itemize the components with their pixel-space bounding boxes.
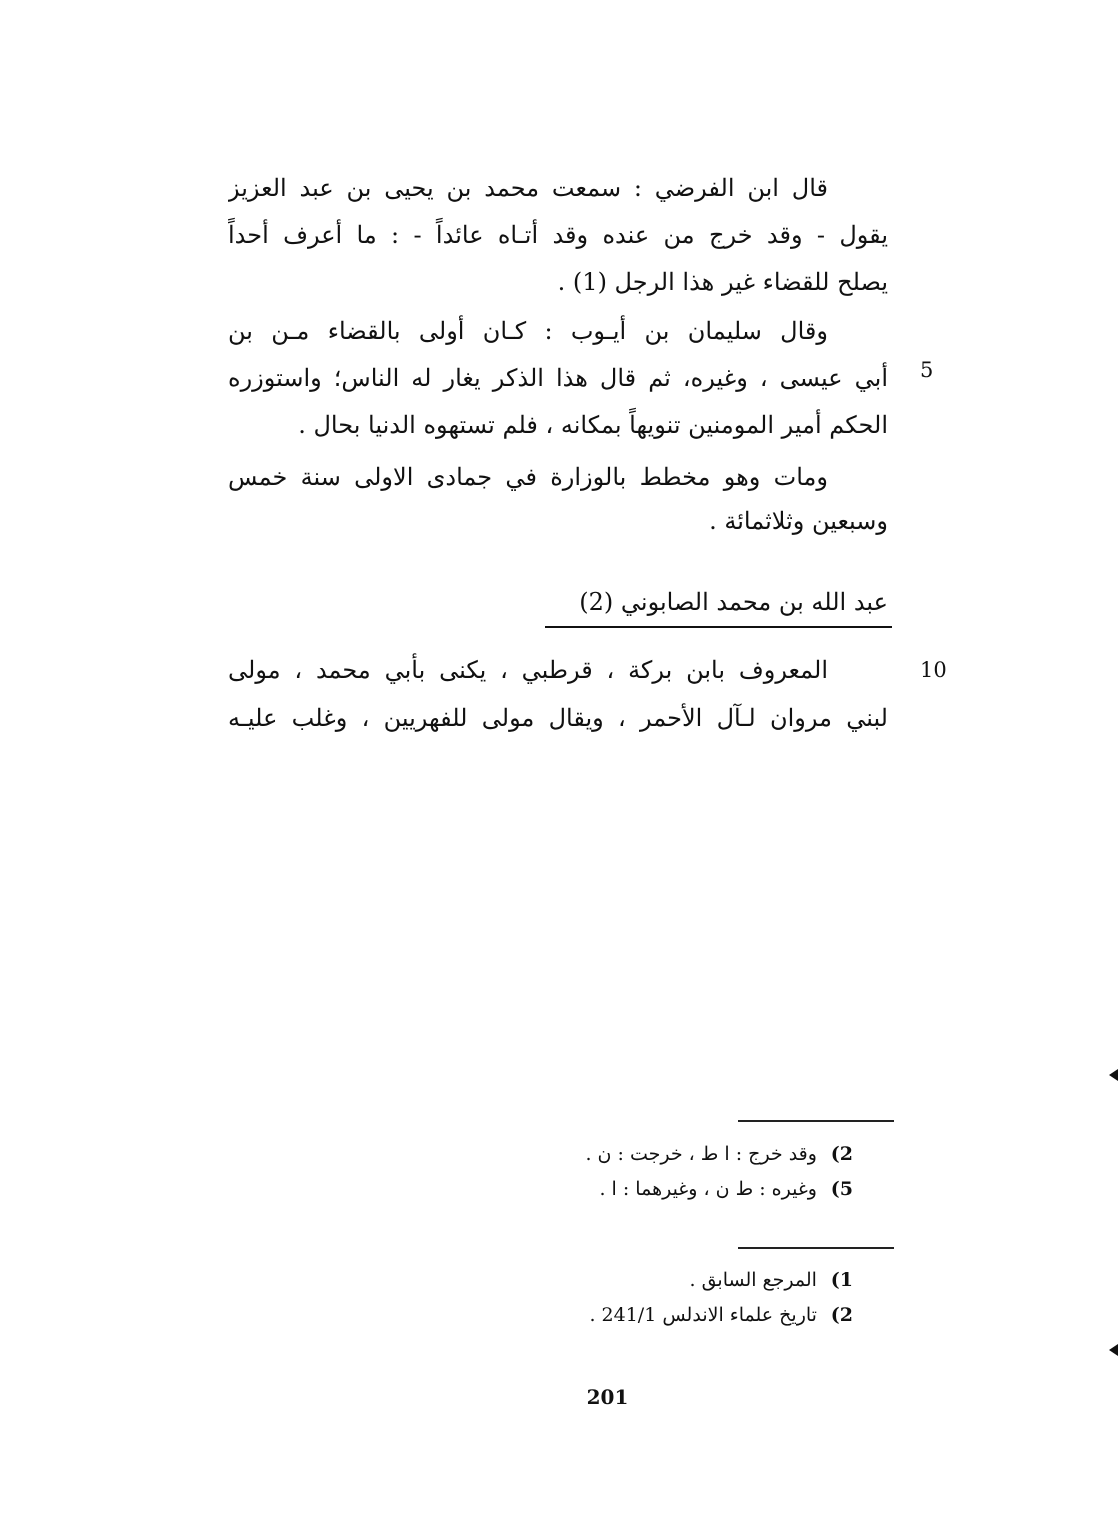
heading-underline — [545, 626, 892, 628]
line-number-5: 5 — [920, 358, 934, 382]
paragraph-4-line-2: لبني مروان لـآل الأحمر ، ويقال مولى للفهريين ، وغلب عليـه — [228, 704, 888, 732]
paragraph-2-line-1: وقال سليمان بن أيـوب : كـان أولى بالقضاء مـن بن — [228, 317, 828, 345]
paragraph-2-line-3: الحكم أمير المومنين تنويهاً بمكانه ، فلم تستهوه الدنيا بحال . — [298, 411, 888, 439]
footnote-text: تاريخ علماء الاندلس 241/1 . — [589, 1304, 817, 1326]
footnote-text: المرجع السابق . — [689, 1269, 817, 1291]
footnote — [473, 1299, 853, 1331]
page-number: 201 — [586, 1385, 629, 1409]
variant-note — [473, 1173, 853, 1205]
variants-separator — [738, 1120, 894, 1122]
section-heading: عبد الله بن محمد الصابوني (2) — [579, 588, 888, 616]
variant-number: 5) — [830, 1178, 853, 1200]
line-number-10: 10 — [920, 658, 947, 682]
paragraph-1-line-1: قال ابن الفرضي : سمعت محمد بن يحيى بن عبد العزيز — [228, 174, 828, 202]
paragraph-4-line-1: المعروف بابن بركة ، قرطبي ، يكنى بأبي محمد ، مولى — [228, 656, 828, 684]
variant-text: وقد خرج : ا ط ، خرجت : ن . — [585, 1143, 817, 1165]
variant-note — [473, 1138, 853, 1170]
footnote — [473, 1264, 853, 1296]
scan-edge-mark — [1109, 1069, 1118, 1081]
paragraph-3-line-1: ومات وهو مخطط بالوزارة في جمادى الاولى سنة خمس — [228, 463, 828, 491]
variant-number: 2) — [830, 1143, 853, 1165]
scan-edge-mark — [1109, 1344, 1118, 1356]
paragraph-2-line-2: أبي عيسى ، وغيره، ثم قال هذا الذكر يغار له الناس؛ واستوزره — [228, 364, 888, 392]
footnotes-separator — [738, 1247, 894, 1249]
paragraph-3-line-2: وسبعين وثلاثمائة . — [709, 507, 888, 535]
footnote-number: 1) — [830, 1269, 853, 1291]
paragraph-1-line-2: يقول - وقد خرج من عنده وقد أتـاه عائداً - : ما أعرف أحداً — [228, 221, 888, 249]
variant-text: وغيره : ط ن ، وغيرهما : ا . — [599, 1178, 817, 1200]
paragraph-1-line-3: يصلح للقضاء غير هذا الرجل (1) . — [557, 268, 888, 296]
footnote-number: 2) — [830, 1304, 853, 1326]
